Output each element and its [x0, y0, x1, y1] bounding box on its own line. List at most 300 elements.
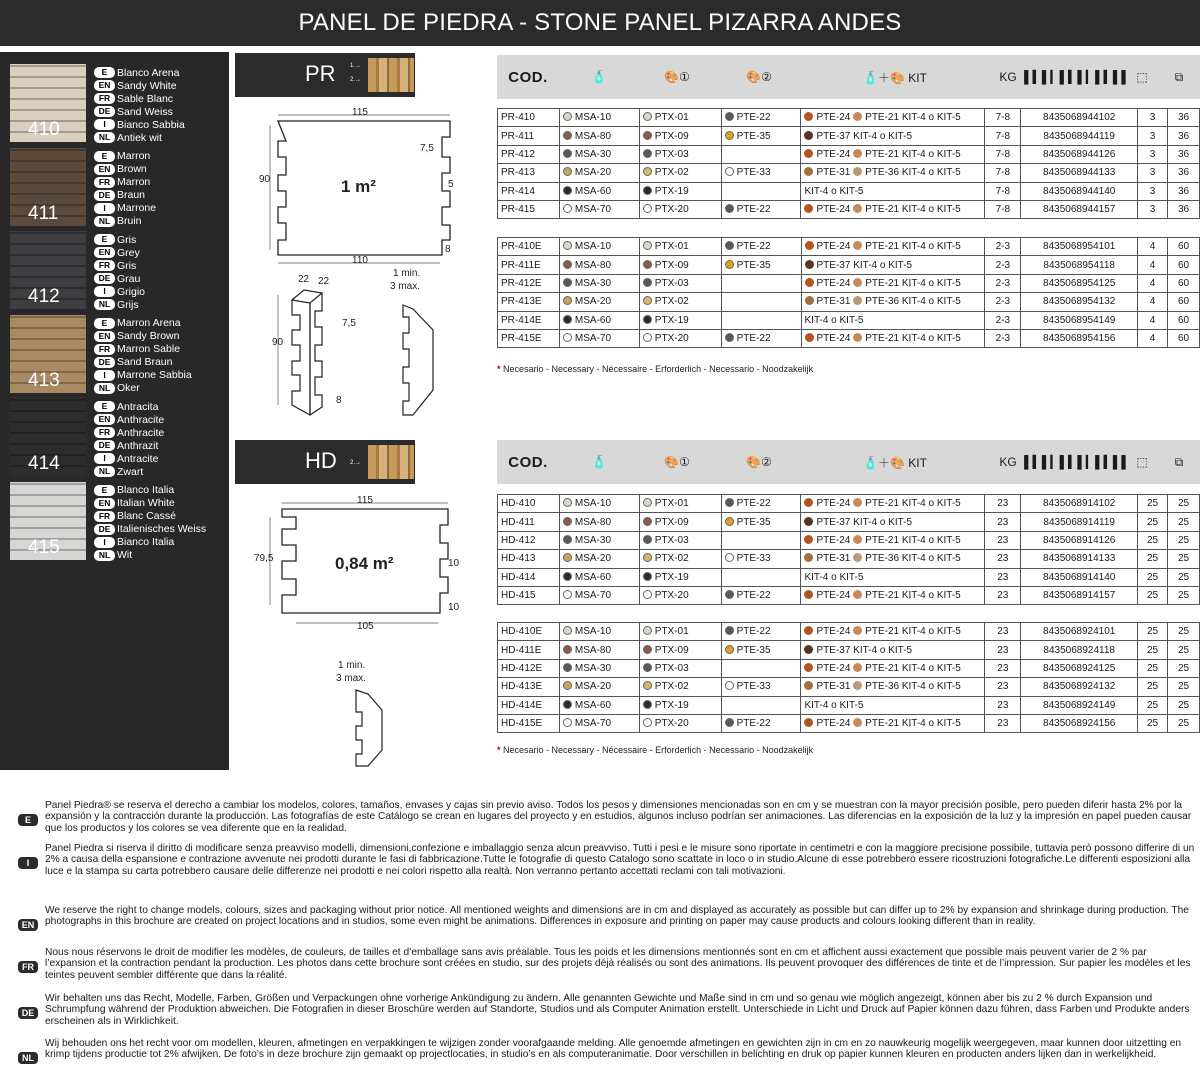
- cell-paint2: [721, 586, 801, 604]
- cell-weight: 2-3: [985, 238, 1021, 256]
- color-dot-icon: [853, 296, 862, 305]
- cell-kit: [801, 513, 985, 531]
- language-tag: FR: [94, 427, 115, 438]
- color-dot-icon: [725, 112, 734, 121]
- color-dot-icon: [853, 553, 862, 562]
- cell-paint2: [721, 274, 801, 292]
- product-ref: PTE-35: [736, 644, 771, 656]
- hd-section-header: [235, 440, 415, 484]
- cell-units: 25: [1138, 714, 1168, 732]
- color-dot-icon: [563, 131, 572, 140]
- kit-text: KIT-4 o KIT-5: [804, 185, 864, 197]
- color-entry: [10, 64, 229, 144]
- table-row: [498, 659, 1200, 677]
- color-dot-icon: [643, 517, 652, 526]
- table-row: [498, 109, 1200, 127]
- language-tag: DE: [94, 357, 115, 368]
- color-name-text: Oker: [117, 382, 140, 394]
- color-name-text: Brown: [117, 163, 147, 175]
- color-name-text: Anthrazit: [117, 439, 159, 452]
- cell-weight: 7-8: [985, 182, 1021, 200]
- cell-paint1: [639, 623, 721, 641]
- cell-adhesive: [559, 109, 639, 127]
- adhesive-tube-icon: 🧴: [591, 70, 607, 84]
- product-ref: PTE-24: [816, 590, 854, 602]
- cell-paint1: [639, 531, 721, 549]
- kit-text: PTE-21 KIT-4 o KIT-5: [865, 498, 961, 510]
- color-dot-icon: [725, 498, 734, 507]
- product-ref: PTE-31: [816, 167, 854, 179]
- product-ref: MSA-70: [574, 590, 612, 602]
- product-ref: PTX-19: [654, 571, 689, 583]
- color-dot-icon: [804, 681, 813, 690]
- table-row: [498, 256, 1200, 274]
- language-tag: E: [94, 485, 115, 496]
- cell-barcode: 8435068924156: [1021, 714, 1138, 732]
- pr-gap-min: 1 min.: [393, 268, 421, 279]
- color-name: [94, 484, 206, 497]
- cell-weight: 7-8: [985, 145, 1021, 163]
- cell-weight: 23: [985, 696, 1021, 714]
- cell-weight: 23: [985, 714, 1021, 732]
- product-ref: PTX-02: [654, 167, 689, 179]
- legal-paragraph: Panel Piedra si riserva il diritto di modificare senza preavviso modelli, dimensioni,confezione e imballaggio senza alcun preavviso. Tutti i pesi e le misure sono riportate in centimetri e con la maggiore precisione possibile, tuttavia però possono differire di un 2% a causa della espansione e contrazione avvenute nei prodotti durante le fasi di fabbricazione.Tutte le fotografie di questo Catalogo sono scattate in loco o in studio.Alcune di esse potrebbero essere ricostruzioni fotografiche.Le differenti esposizioni alla luce e la stampa su carta potrebbero causare delle differenze nei prodotti e nei colori rispetto alla realtà. Non verranno pertanto accettati reclami con tali motivazioni.: [45, 843, 1195, 877]
- cell-kit: [801, 568, 985, 586]
- cell-weight: 23: [985, 531, 1021, 549]
- cell-boxes: 60: [1168, 256, 1200, 274]
- color-dot-icon: [643, 535, 652, 544]
- color-dot-icon: [643, 186, 652, 195]
- cell-kit: [801, 293, 985, 311]
- product-ref: MSA-20: [574, 167, 612, 179]
- color-name-text: Italian White: [117, 497, 175, 509]
- product-ref: PTX-01: [654, 626, 689, 638]
- language-tag: I: [94, 119, 115, 130]
- language-tag: FR: [94, 260, 115, 271]
- cell-boxes: 25: [1168, 659, 1200, 677]
- color-dot-icon: [643, 681, 652, 690]
- cell-adhesive: [559, 641, 639, 659]
- pr-section-header: [235, 53, 415, 97]
- cell-barcode: 8435068954125: [1021, 274, 1138, 292]
- color-dot-icon: [643, 204, 652, 213]
- cell-weight: 2-3: [985, 293, 1021, 311]
- cell-kit: [801, 164, 985, 182]
- color-dot-icon: [853, 204, 862, 213]
- color-name: [94, 330, 192, 343]
- color-dot-icon: [563, 241, 572, 250]
- box-icon: ⬚: [1136, 455, 1148, 469]
- cell-kit: [801, 182, 985, 200]
- cell-units: 25: [1138, 513, 1168, 531]
- cell-units: 4: [1138, 293, 1168, 311]
- product-ref: PTE-35: [736, 516, 771, 528]
- color-dot-icon: [725, 131, 734, 140]
- color-sidebar: [0, 52, 229, 770]
- color-name: [94, 150, 156, 163]
- product-ref: PTE-31: [816, 553, 854, 565]
- cell-code: PR-413E: [498, 293, 560, 311]
- cell-adhesive: [559, 200, 639, 218]
- cell-paint2: [721, 145, 801, 163]
- color-name: [94, 343, 192, 356]
- product-ref: PTE-24: [816, 333, 854, 345]
- color-dot-icon: [805, 333, 814, 342]
- legal-paragraph: Wij behouden ons het recht voor om modellen, kleuren, afmetingen en verpakkingen te wijzigen zonder voorafgaande melding. Alle genoemde afmetingen en gewichten zijn in cm en zo nauwkeurig mogelijk weergegeven, maar kunnen door uitzetting en krimp tijdens productie tot 2% afwijken. De foto’s in deze brochure zijn gemaakt op projectlocaties, in studio’s en als computeranimatie. Door verschillen in belichting en druk op papier kunnen kleuren en producten anders lijken dan in werkelijkheid.: [45, 1038, 1182, 1061]
- color-name: [94, 259, 145, 272]
- color-dot-icon: [643, 663, 652, 672]
- color-dot-icon: [853, 590, 862, 599]
- legal-paragraph: Nous nous réservons le droit de modifier les modèles, de couleurs, de tailles et d’emballage sans avis préalable. Tous les poids et les dimensions mentionnés sont en cm et affichent aussi exactement que possible mais peuvent varier de 2 % par l’expansion et la contraction pendant la production. Les photos dans cette brochure sont créées en studio, sur des projets déjà réalisés ou sont des animations. Ils peuvent provoquer des différences de tinte et de l’impression. Sur papier les modèles et les teintes peuvent sembler différente que dans la réalité.: [45, 947, 1191, 981]
- color-name-text: Sable Blanc: [117, 92, 174, 105]
- cell-kit: [801, 550, 985, 568]
- cell-paint1: [639, 696, 721, 714]
- kit-text: KIT-4 o KIT-5: [853, 644, 913, 656]
- color-dot-icon: [563, 553, 572, 562]
- corner-dim-step: 7,5: [342, 318, 356, 329]
- paint-step1-icon: 🎨①: [664, 70, 690, 84]
- color-dot-icon: [563, 315, 572, 324]
- color-name-text: Italienisches Weiss: [117, 523, 207, 535]
- cell-paint2: [721, 329, 801, 347]
- asterisk-icon: *: [497, 745, 501, 755]
- cell-paint2: [721, 623, 801, 641]
- color-dot-icon: [804, 204, 813, 213]
- color-name-text: Blanc Cassé: [117, 510, 176, 522]
- cell-barcode: 8435068924118: [1021, 641, 1138, 659]
- table-row: [498, 182, 1200, 200]
- color-name-text: Wit: [117, 549, 133, 561]
- color-dot-icon: [725, 590, 734, 599]
- cell-kit: [801, 256, 985, 274]
- kit-text: KIT-4 o KIT-5: [804, 314, 864, 326]
- cell-code: PR-415: [498, 200, 560, 218]
- color-name-text: Grijs: [117, 298, 139, 311]
- language-tag: E: [94, 401, 115, 412]
- color-name: [94, 510, 206, 523]
- color-name: [94, 465, 164, 478]
- table-row: [498, 550, 1200, 568]
- cell-weight: 23: [985, 550, 1021, 568]
- pr-area: 1 m²: [341, 177, 376, 196]
- cell-boxes: 25: [1168, 586, 1200, 604]
- product-ref: MSA-10: [574, 112, 612, 124]
- pr-dim-tooth: 5: [448, 179, 454, 190]
- legal-paragraph: Wir behalten uns das Recht, Modelle, Farben, Größen und Verpackungen ohne vorherige Ankündigung zu ändern. Alle genannten Gewichte und Maße sind in cm und so genau wie möglich angezeigt, können aber bis zu 2 % durch Expansion und Schrumpfung während der Produktion abweichen. Die Fotografien in dieser Broschüre werden auf Standorte, Studios und als Computer Animation erstellt. Unterschiede in Licht und Druck auf Papier können dazu führen, dass Farben und Produkte anders erscheinen als in Wirklichkeit.: [45, 993, 1190, 1027]
- cell-units: 3: [1138, 109, 1168, 127]
- cell-code: PR-414: [498, 182, 560, 200]
- hd-side-drawing: [340, 680, 400, 770]
- language-tag: DE: [94, 440, 115, 451]
- cell-units: 3: [1138, 164, 1168, 182]
- color-name-text: Anthracite: [117, 413, 165, 426]
- color-dot-icon: [643, 645, 652, 654]
- color-name-text: Sand Weiss: [117, 105, 173, 118]
- product-ref: MSA-60: [574, 185, 612, 197]
- product-ref: MSA-10: [574, 626, 612, 638]
- color-name: [94, 413, 164, 426]
- color-code: 413: [28, 369, 60, 391]
- table-row: [498, 495, 1200, 513]
- color-dot-icon: [725, 517, 734, 526]
- color-dot-icon: [563, 626, 572, 635]
- color-swatch: [10, 148, 86, 226]
- cell-units: 4: [1138, 274, 1168, 292]
- language-tag: EN: [94, 498, 115, 509]
- required-note-text: Necesario - Necessary - Nécessaire - Erforderlich - Necessario - Noodzakelijk: [503, 364, 814, 374]
- boxes-icon: ⧉: [1174, 454, 1184, 469]
- kit-text: KIT-4 o KIT-5: [853, 259, 913, 271]
- kit-text: KIT-4 o KIT-5: [804, 699, 864, 711]
- color-name: [94, 272, 145, 285]
- legal-paragraph: We reserve the right to change models, colours, sizes and packaging without prior notice. All mentioned weights and dimensions are in cm and displayed as accurately as possible but can differ up to 2% by expansion and shrinkage during production. The photographs in this brochure are created on project locations and in studios, some even might be animations. Differences in exposure and printing on paper may cause products and colours looking different than in reality.: [45, 905, 1189, 928]
- product-ref: MSA-10: [574, 241, 612, 253]
- cell-code: PR-412E: [498, 274, 560, 292]
- hd-dim-foot: 10: [448, 602, 460, 613]
- cell-weight: 2-3: [985, 274, 1021, 292]
- color-name-text: Gris: [117, 259, 137, 272]
- pr-dim-top: 115: [352, 107, 368, 118]
- cell-units: 3: [1138, 182, 1168, 200]
- cell-adhesive: [559, 696, 639, 714]
- kit-text: KIT-4 o KIT-5: [804, 571, 864, 583]
- cell-barcode: 8435068914102: [1021, 495, 1138, 513]
- kit-text: PTE-21 KIT-4 o KIT-5: [865, 534, 961, 546]
- color-dot-icon: [853, 278, 862, 287]
- color-name-text: Zwart: [117, 465, 144, 478]
- pr-dim-step: 7,5: [420, 143, 434, 154]
- table-row: [498, 238, 1200, 256]
- cell-adhesive: [559, 164, 639, 182]
- cell-paint2: [721, 659, 801, 677]
- cell-boxes: 60: [1168, 311, 1200, 329]
- language-tag: I: [94, 203, 115, 214]
- color-dot-icon: [804, 498, 813, 507]
- weight-icon: KG: [999, 455, 1017, 469]
- language-tag: E: [94, 67, 115, 78]
- color-name-text: Antracita: [117, 400, 159, 413]
- cell-adhesive: [559, 182, 639, 200]
- table-row: [498, 714, 1200, 732]
- language-tag: FR: [18, 961, 38, 973]
- color-dot-icon: [563, 278, 572, 287]
- color-dot-icon: [643, 278, 652, 287]
- pr-table: [497, 108, 1200, 219]
- cell-adhesive: [559, 568, 639, 586]
- color-dot-icon: [853, 149, 862, 158]
- color-dot-icon: [805, 241, 814, 250]
- cell-weight: 2-3: [985, 311, 1021, 329]
- cell-code: HD-412: [498, 531, 560, 549]
- product-ref: PTE-22: [736, 498, 771, 510]
- product-ref: PTX-03: [654, 662, 689, 674]
- table-row: [498, 696, 1200, 714]
- language-tag: NL: [18, 1052, 38, 1064]
- language-tag: NL: [94, 132, 115, 143]
- product-ref: PTX-20: [654, 590, 689, 602]
- product-ref: MSA-20: [574, 681, 612, 693]
- cell-units: 25: [1138, 641, 1168, 659]
- table-row: [498, 274, 1200, 292]
- color-name: [94, 536, 206, 549]
- cell-paint2: [721, 550, 801, 568]
- product-ref: PTE-35: [736, 130, 771, 142]
- color-dot-icon: [804, 663, 813, 672]
- cell-boxes: 25: [1168, 531, 1200, 549]
- cell-units: 4: [1138, 238, 1168, 256]
- language-tag: E: [94, 151, 115, 162]
- product-ref: PTE-24: [816, 112, 854, 124]
- color-dot-icon: [853, 498, 862, 507]
- cell-adhesive: [559, 678, 639, 696]
- color-dot-icon: [643, 167, 652, 176]
- color-dot-icon: [853, 167, 862, 176]
- product-ref: MSA-20: [574, 553, 612, 565]
- cell-barcode: 8435068924101: [1021, 623, 1138, 641]
- kit-text: PTE-21 KIT-4 o KIT-5: [865, 277, 961, 289]
- cell-adhesive: [559, 531, 639, 549]
- color-dot-icon: [853, 112, 862, 121]
- color-name: [94, 523, 206, 536]
- product-ref: PTX-20: [654, 204, 689, 216]
- product-ref: PTE-22: [736, 590, 771, 602]
- product-ref: PTX-02: [654, 681, 689, 693]
- color-dot-icon: [804, 517, 813, 526]
- pr-gap-max: 3 max.: [390, 281, 421, 292]
- kit-text: PTE-21 KIT-4 o KIT-5: [865, 333, 961, 345]
- cell-kit: [801, 659, 985, 677]
- product-ref: PTE-24: [816, 204, 854, 216]
- cell-boxes: 60: [1168, 329, 1200, 347]
- color-dot-icon: [643, 260, 652, 269]
- product-ref: MSA-80: [574, 259, 612, 271]
- table-row: [498, 586, 1200, 604]
- color-name: [94, 298, 145, 311]
- color-dot-icon: [563, 333, 572, 342]
- language-tag: EN: [94, 80, 115, 91]
- cell-code: PR-414E: [498, 311, 560, 329]
- cell-paint2: [721, 696, 801, 714]
- product-ref: PTE-37: [816, 259, 854, 271]
- product-ref: PTX-09: [654, 259, 689, 271]
- color-dot-icon: [853, 333, 862, 342]
- color-swatch: [10, 231, 86, 309]
- cell-weight: 23: [985, 623, 1021, 641]
- color-entry: [10, 398, 229, 478]
- color-dot-icon: [804, 718, 813, 727]
- cell-weight: 23: [985, 513, 1021, 531]
- color-dot-icon: [643, 296, 652, 305]
- cell-barcode: 8435068954101: [1021, 238, 1138, 256]
- cell-paint1: [639, 714, 721, 732]
- kit-text: PTE-21 KIT-4 o KIT-5: [865, 662, 961, 674]
- language-tag: E: [94, 234, 115, 245]
- product-ref: MSA-30: [574, 534, 612, 546]
- product-ref: PTX-20: [654, 333, 689, 345]
- cell-units: 25: [1138, 495, 1168, 513]
- color-name: [94, 285, 145, 298]
- cell-paint1: [639, 641, 721, 659]
- color-name-text: Grigio: [117, 285, 146, 298]
- cell-units: 25: [1138, 696, 1168, 714]
- color-name: [94, 105, 185, 118]
- color-dot-icon: [804, 626, 813, 635]
- color-dot-icon: [563, 296, 572, 305]
- cell-paint2: [721, 568, 801, 586]
- cell-adhesive: [559, 659, 639, 677]
- table-row: [498, 200, 1200, 218]
- cell-kit: [801, 714, 985, 732]
- product-ref: PTE-33: [736, 681, 771, 693]
- cell-code: PR-410: [498, 109, 560, 127]
- cell-code: PR-415E: [498, 329, 560, 347]
- kit-text: KIT-4 o KIT-5: [853, 130, 913, 142]
- cell-barcode: 8435068944133: [1021, 164, 1138, 182]
- color-name-text: Gris: [117, 233, 137, 246]
- cell-boxes: 25: [1168, 623, 1200, 641]
- color-dot-icon: [725, 553, 734, 562]
- cell-paint2: [721, 531, 801, 549]
- color-name-text: Bruin: [117, 215, 142, 227]
- product-ref: MSA-70: [574, 718, 612, 730]
- cell-adhesive: [559, 513, 639, 531]
- cell-barcode: 8435068944140: [1021, 182, 1138, 200]
- col-header-cod: COD.: [508, 453, 548, 471]
- cell-kit: [801, 678, 985, 696]
- color-dot-icon: [853, 681, 862, 690]
- cell-barcode: 8435068944102: [1021, 109, 1138, 127]
- color-name: [94, 382, 192, 395]
- product-ref: PTX-09: [654, 644, 689, 656]
- cell-code: PR-411E: [498, 256, 560, 274]
- cell-boxes: 25: [1168, 696, 1200, 714]
- box-icon: ⬚: [1136, 70, 1148, 84]
- color-dot-icon: [804, 112, 813, 121]
- cell-kit: [801, 329, 985, 347]
- color-dot-icon: [804, 553, 813, 562]
- color-name: [94, 549, 206, 562]
- color-name-text: Sand Braun: [117, 356, 173, 368]
- kit-text: PTE-21 KIT-4 o KIT-5: [865, 148, 961, 160]
- color-dot-icon: [643, 131, 652, 140]
- pr-corner-drawing: [268, 275, 448, 435]
- color-entry: [10, 315, 229, 395]
- kit-icon: 🧴＋🎨 KIT: [863, 70, 927, 85]
- color-name: [94, 439, 164, 452]
- weight-icon: KG: [999, 70, 1017, 84]
- color-dot-icon: [725, 260, 734, 269]
- language-tag: FR: [94, 511, 115, 522]
- color-code: 414: [28, 453, 60, 474]
- product-ref: MSA-80: [574, 644, 612, 656]
- cell-boxes: 60: [1168, 293, 1200, 311]
- color-dot-icon: [563, 700, 572, 709]
- product-ref: MSA-80: [574, 130, 612, 142]
- cell-code: HD-411E: [498, 641, 560, 659]
- color-name-text: Bianco Sabbia: [117, 118, 185, 131]
- language-tag: I: [94, 286, 115, 297]
- hd-table: [497, 494, 1200, 605]
- color-name: [94, 79, 185, 92]
- hd-gap-max: 3 max.: [336, 673, 367, 684]
- language-tag: I: [94, 537, 115, 548]
- cell-weight: 7-8: [985, 164, 1021, 182]
- cell-kit: [801, 586, 985, 604]
- cell-boxes: 36: [1168, 200, 1200, 218]
- table-row: [498, 531, 1200, 549]
- cell-weight: 2-3: [985, 329, 1021, 347]
- product-ref: PTE-37: [816, 644, 854, 656]
